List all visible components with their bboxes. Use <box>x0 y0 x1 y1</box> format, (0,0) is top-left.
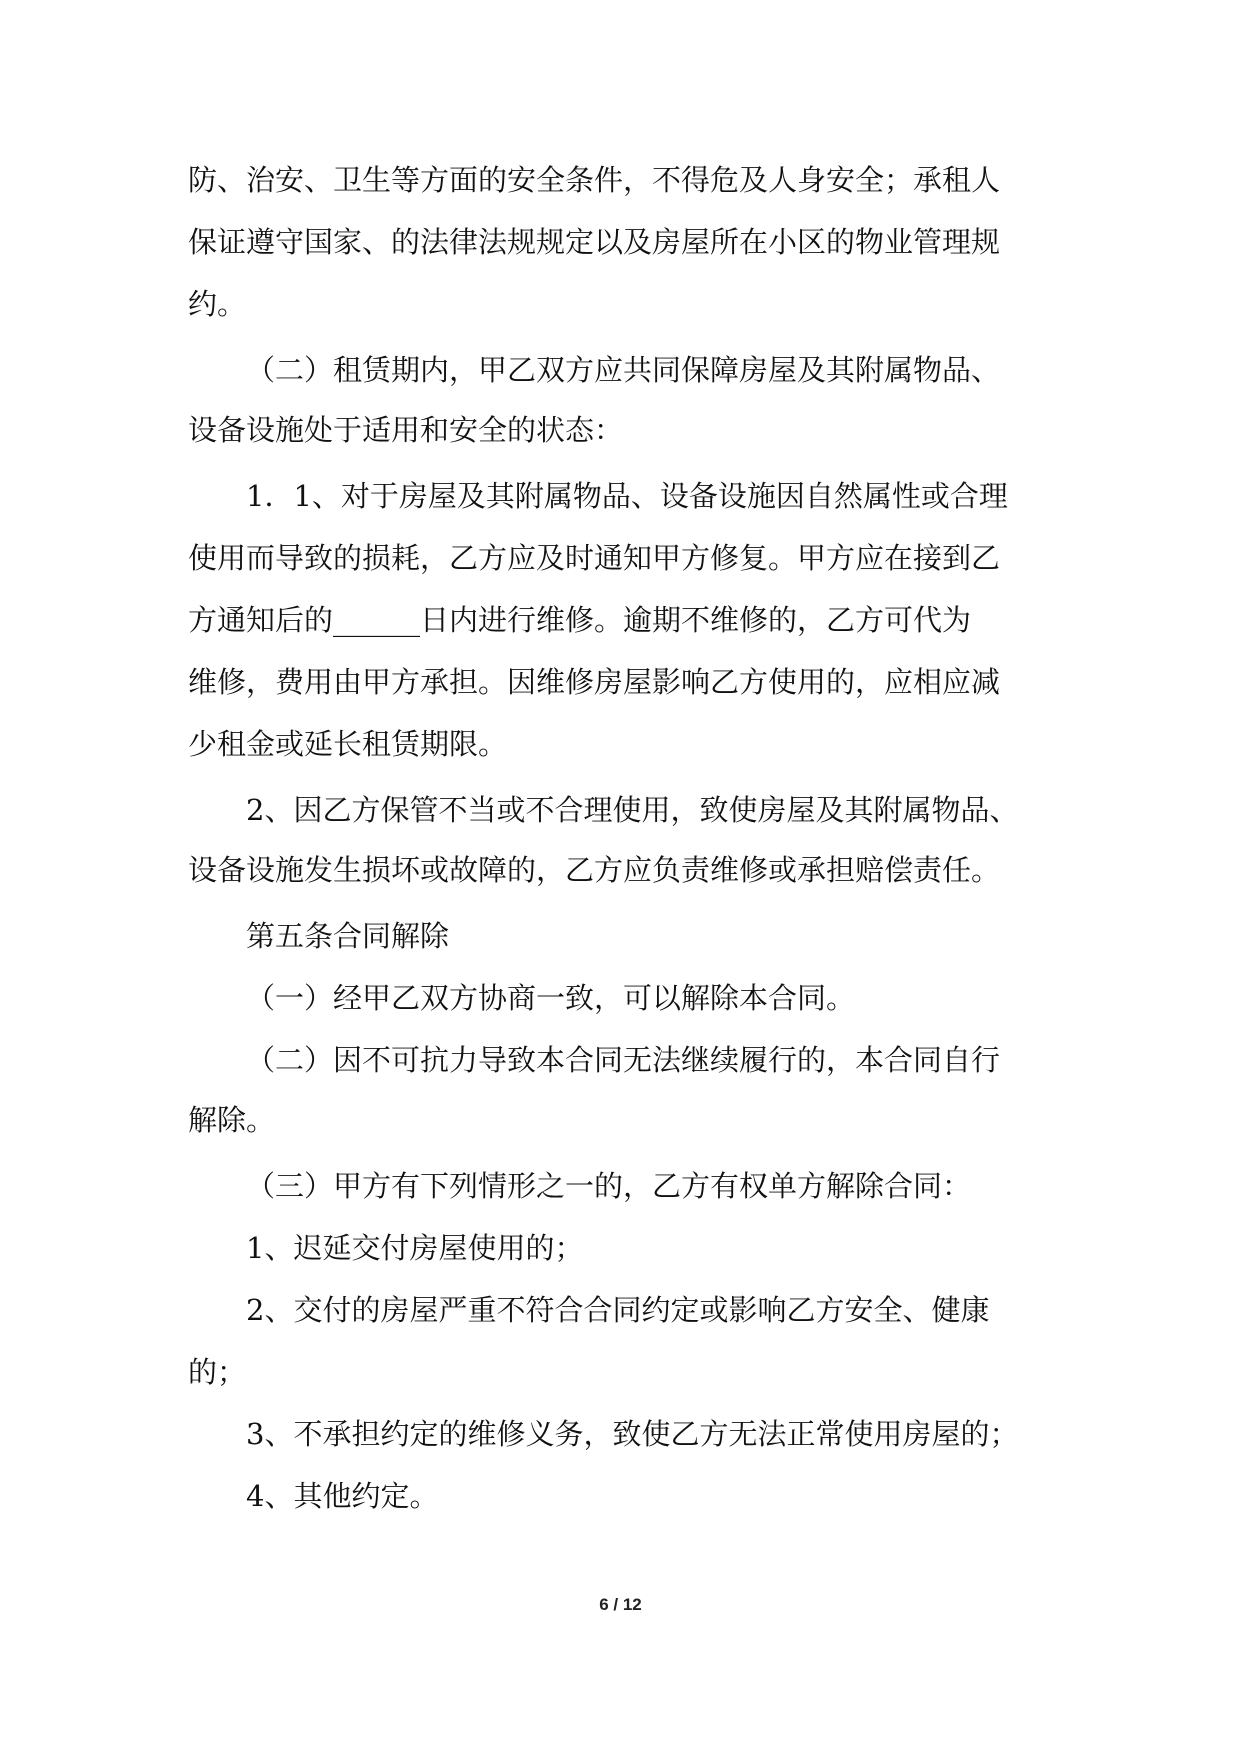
list-item: 4、其他约定。 <box>246 1479 439 1513</box>
section-heading: 第五条合同解除 <box>246 919 450 953</box>
text-line: 维修，费用由甲方承担。因维修房屋影响乙方使用的，应相应减 <box>188 665 1001 699</box>
text-line: 1．1、对于房屋及其附属物品、设备设施因自然属性或合理 <box>246 479 1008 513</box>
text-line: 防、治安、卫生等方面的安全条件，不得危及人身安全；承租人 <box>188 163 1001 197</box>
page-number: 6 / 12 <box>599 1595 642 1614</box>
text-line: 2、因乙方保管不当或不合理使用，致使房屋及其附属物品、 <box>246 793 1019 827</box>
list-item: 3、不承担约定的维修义务，致使乙方无法正常使用房屋的； <box>246 1417 1019 1451</box>
text-line: 设备设施处于适用和安全的状态： <box>188 413 624 447</box>
text-line: （二）因不可抗力导致本合同无法继续履行的，本合同自行 <box>246 1043 1001 1077</box>
text-line: 方通知后的______日内进行维修。逾期不维修的，乙方可代为 <box>188 603 972 637</box>
text-line: 使用而导致的损耗，乙方应及时通知甲方修复。甲方应在接到乙 <box>188 541 1001 575</box>
list-item: 2、交付的房屋严重不符合合同约定或影响乙方安全、健康 <box>246 1293 990 1327</box>
text-line: 保证遵守国家、的法律法规规定以及房屋所在小区的物业管理规 <box>188 225 1001 259</box>
text-line: 约。 <box>188 287 247 321</box>
text-line: （三）甲方有下列情形之一的，乙方有权单方解除合同： <box>246 1169 972 1203</box>
text-line: 少租金或延长租赁期限。 <box>188 727 508 761</box>
text-line: 的； <box>188 1355 247 1389</box>
text-line: 解除。 <box>188 1103 276 1137</box>
text-line: （一）经甲乙双方协商一致，可以解除本合同。 <box>246 981 856 1015</box>
list-item: 1、迟延交付房屋使用的； <box>246 1231 584 1265</box>
text-line: （二）租赁期内，甲乙双方应共同保障房屋及其附属物品、 <box>246 353 1001 387</box>
text-line: 设备设施发生损坏或故障的，乙方应负责维修或承担赔偿责任。 <box>188 853 1001 887</box>
